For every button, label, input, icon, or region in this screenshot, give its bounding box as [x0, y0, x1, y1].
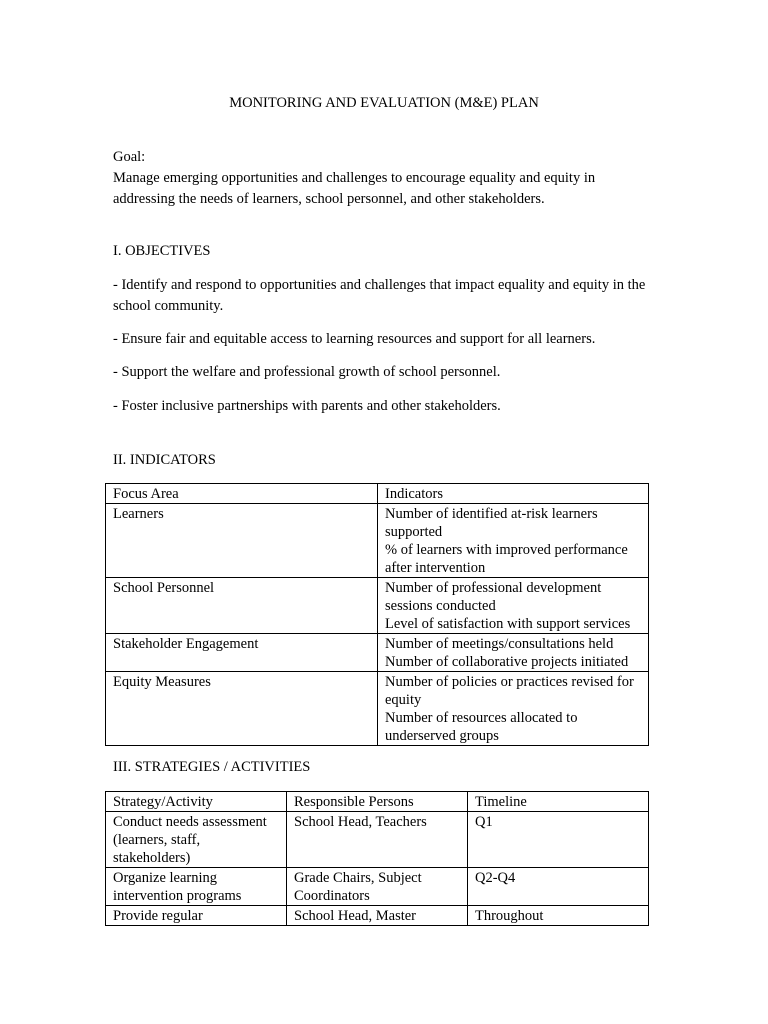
indicator-line: % of learners with improved performance after intervention [385, 542, 628, 576]
indicator-line: Number of meetings/consultations held [385, 636, 614, 652]
document-title: MONITORING AND EVALUATION (M&E) PLAN [229, 95, 539, 111]
table-row [106, 672, 649, 746]
objectives-heading: I. OBJECTIVES [113, 243, 211, 259]
activity-cell: Provide regular [106, 906, 287, 926]
goal-text: Manage emerging opportunities and challenges to encourage equality and equity in addressing the needs of learners, school personnel, and other stakeholders. [113, 170, 596, 207]
table-row [106, 812, 649, 868]
strategies-heading: III. STRATEGIES / ACTIVITIES [113, 759, 311, 775]
table-row [106, 504, 649, 578]
focus-area-cell: Equity Measures [106, 672, 378, 746]
table-header-cell: Focus Area [106, 484, 378, 504]
focus-area-cell: Stakeholder Engagement [106, 634, 378, 672]
activity-cell: Conduct needs assessment (learners, staff, stakeholders) [106, 812, 287, 868]
table-header-cell: Timeline [468, 792, 649, 812]
goal-label: Goal: [113, 149, 146, 165]
indicators-cell [378, 634, 649, 672]
table-row [106, 578, 649, 634]
focus-area-cell: School Personnel [106, 578, 378, 634]
persons-cell: Grade Chairs, Subject Coordinators [287, 868, 468, 906]
table-row [106, 906, 649, 926]
indicator-line: Number of identified at-risk learners supported [385, 506, 598, 540]
strategies-table [105, 791, 649, 926]
table-header-row [106, 792, 649, 812]
indicators-cell [378, 578, 649, 634]
objective-item: - Foster inclusive partnerships with parents and other stakeholders. [113, 398, 501, 414]
activity-cell: Organize learning intervention programs [106, 868, 287, 906]
persons-cell: School Head, Teachers [287, 812, 468, 868]
objective-item: - Support the welfare and professional growth of school personnel. [113, 364, 501, 380]
indicator-line: Number of policies or practices revised for equity [385, 674, 634, 708]
indicators-heading: II. INDICATORS [113, 452, 216, 468]
focus-area-cell: Learners [106, 504, 378, 578]
table-row [106, 868, 649, 906]
table-header-cell: Strategy/Activity [106, 792, 287, 812]
table-header-cell: Indicators [378, 484, 649, 504]
table-header-row [106, 484, 649, 504]
indicator-line: Number of professional development sessions conducted [385, 580, 602, 614]
indicator-line: Level of satisfaction with support services [385, 616, 631, 632]
goal-section [113, 147, 653, 210]
persons-cell: School Head, Master [287, 906, 468, 926]
indicator-line: Number of collaborative projects initiated [385, 654, 629, 670]
timeline-cell: Throughout [468, 906, 649, 926]
table-header-cell: Responsible Persons [287, 792, 468, 812]
indicators-cell [378, 504, 649, 578]
indicators-table [105, 483, 649, 746]
table-row [106, 634, 649, 672]
timeline-cell: Q1 [468, 812, 649, 868]
timeline-cell: Q2-Q4 [468, 868, 649, 906]
objective-item: - Identify and respond to opportunities and challenges that impact equality and equity in the school community. [113, 277, 646, 314]
indicator-line: Number of resources allocated to underserved groups [385, 710, 578, 744]
indicators-cell [378, 672, 649, 746]
objective-item: - Ensure fair and equitable access to learning resources and support for all learners. [113, 331, 596, 347]
